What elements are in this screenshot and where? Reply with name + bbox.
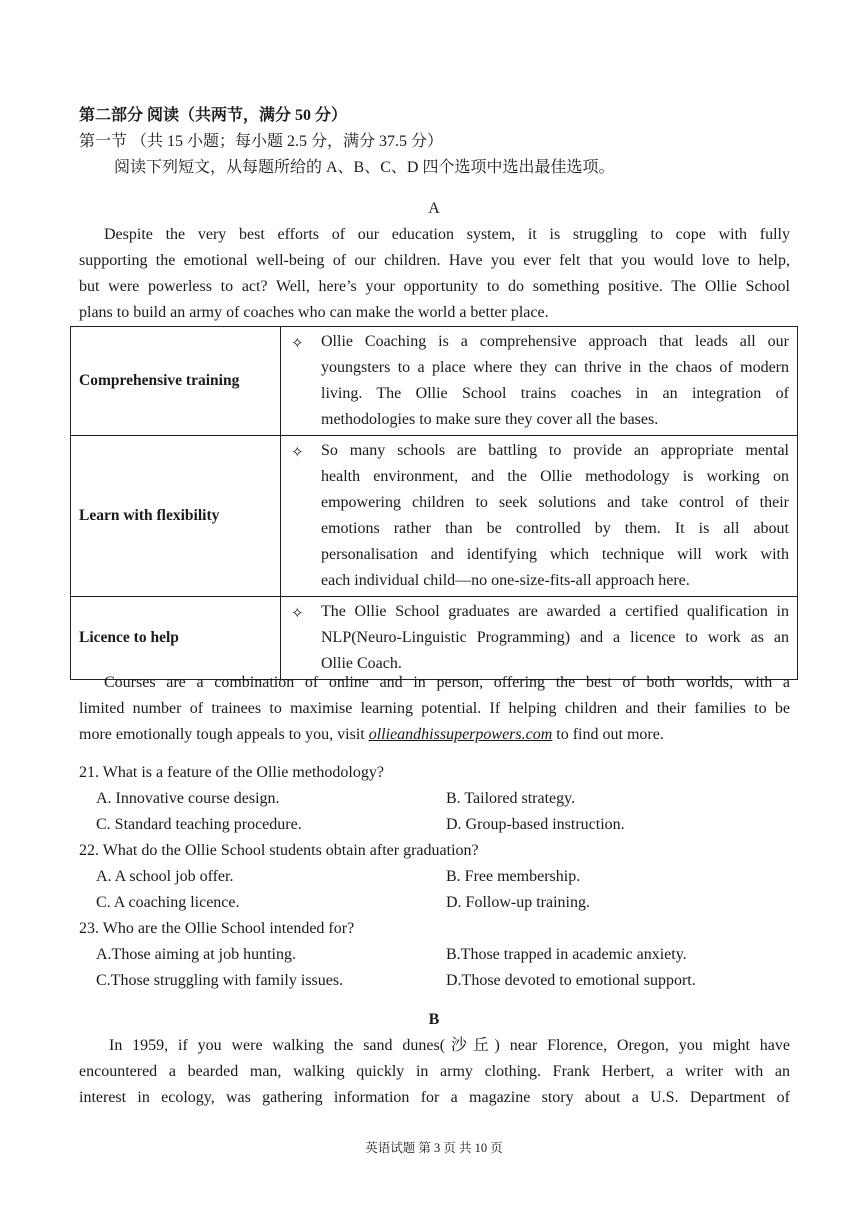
- question-stem: 21. What is a feature of the Ollie methodology?: [79, 764, 384, 781]
- option: B. Tailored strategy.: [446, 790, 576, 807]
- passage-a-line: plans to build an army of coaches who can make the world a better place.: [79, 304, 549, 321]
- row-content: [281, 327, 798, 436]
- passage-b-line: interest in ecology, was gathering information for a magazine story about a U.S. Department of: [79, 1089, 790, 1106]
- diamond-icon: ✧: [291, 604, 304, 622]
- row-line: health environment, and the Ollie methodology is working on: [321, 468, 789, 485]
- feature-table: [70, 326, 798, 680]
- row-line: Ollie Coaching is a comprehensive approach that leads all our: [321, 333, 789, 350]
- option: D.Those devoted to emotional support.: [446, 972, 696, 989]
- row-line: living. The Ollie School trains coaches in an integration of: [321, 385, 789, 402]
- option: C. Standard teaching procedure.: [96, 816, 302, 833]
- passage-a-line: supporting the emotional well-being of our children. Have you ever felt that you would love to help,: [79, 252, 790, 269]
- option: B. Free membership.: [446, 868, 581, 885]
- page-footer: 英语试题 第 3 页 共 10 页: [365, 1141, 503, 1155]
- section-heading: 第二部分 阅读（共两节，满分 50 分）: [79, 107, 348, 124]
- passage-b-label: B: [428, 1011, 440, 1028]
- row-line: emotions rather than be controlled by them. It is all about: [321, 520, 789, 537]
- passage-a-closing: limited number of trainees to maximise learning potential. If helping children and their families to be: [79, 700, 790, 717]
- row-line: youngsters to a place where they can thrive in the chaos of modern: [321, 359, 789, 376]
- subsection-heading: 第一节 （共 15 小题；每小题 2.5 分，满分 37.5 分）: [79, 133, 444, 150]
- passage-a-line: but were powerless to act? Well, here’s your opportunity to do something positive. The Ollie School: [79, 278, 790, 295]
- instruction: 阅读下列短文，从每题所给的 A、B、C、D 四个选项中选出最佳选项。: [114, 159, 615, 176]
- closing-text: more emotionally tough appeals to you, visit: [79, 726, 369, 743]
- option: D. Follow-up training.: [446, 894, 590, 911]
- option: B.Those trapped in academic anxiety.: [446, 946, 687, 963]
- closing-text: to find out more.: [552, 726, 664, 743]
- passage-a-closing: [79, 722, 790, 748]
- row-line: NLP(Neuro-Linguistic Programming) and a licence to work as an: [321, 629, 789, 646]
- website-link[interactable]: ollieandhissuperpowers.com: [368, 726, 553, 743]
- option: C. A coaching licence.: [96, 894, 240, 911]
- row-line: personalisation and identifying which technique will work with: [321, 546, 789, 563]
- diamond-icon: ✧: [291, 334, 304, 352]
- option: A. Innovative course design.: [96, 790, 280, 807]
- row-line: The Ollie School graduates are awarded a certified qualification in: [321, 603, 789, 620]
- row-line: each individual child—no one-size-fits-all approach here.: [321, 572, 690, 589]
- option: D. Group-based instruction.: [446, 816, 625, 833]
- row-title: Learn with flexibility: [71, 436, 281, 597]
- row-title: Comprehensive training: [71, 327, 281, 436]
- passage-a-closing: Courses are a combination of online and in person, offering the best of both worlds, with a: [104, 674, 790, 691]
- row-line: So many schools are battling to provide an appropriate mental: [321, 442, 789, 459]
- passage-a-line: Despite the very best efforts of our education system, it is struggling to cope with fully: [104, 226, 790, 243]
- row-title: Licence to help: [71, 597, 281, 680]
- option: A.Those aiming at job hunting.: [96, 946, 296, 963]
- row-content: [281, 436, 798, 597]
- passage-a-label: A: [428, 200, 440, 217]
- row-line: methodologies to make sure they cover all the bases.: [321, 411, 659, 428]
- row-line: Ollie Coach.: [321, 655, 402, 672]
- row-line: empowering children to seek solutions and take control of their: [321, 494, 789, 511]
- option: A. A school job offer.: [96, 868, 234, 885]
- question-stem: 22. What do the Ollie School students obtain after graduation?: [79, 842, 479, 859]
- option: C.Those struggling with family issues.: [96, 972, 344, 989]
- question-stem: 23. Who are the Ollie School intended for?: [79, 920, 355, 937]
- diamond-icon: ✧: [291, 443, 304, 461]
- passage-b-line: In 1959, if you were walking the sand dunes(沙丘) near Florence, Oregon, you might have: [109, 1037, 790, 1054]
- table-row: [71, 436, 798, 597]
- table-row: [71, 327, 798, 436]
- table-row: [71, 597, 798, 680]
- row-content: [281, 597, 798, 680]
- passage-b-line: encountered a bearded man, walking quickly in army clothing. Frank Herbert, a writer with an: [79, 1063, 790, 1080]
